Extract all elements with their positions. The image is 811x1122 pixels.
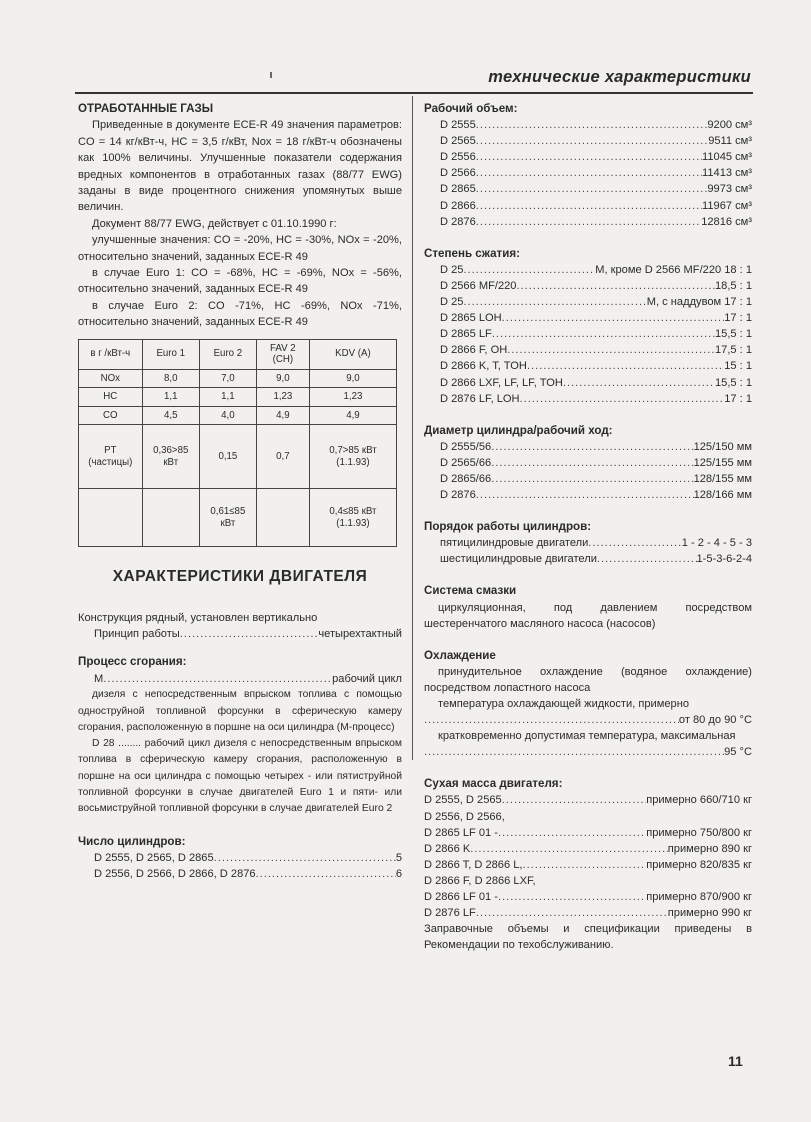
principle-value: четырехтактный <box>318 628 402 640</box>
spacer <box>424 567 752 583</box>
list-item-value: 11045 см³ <box>702 151 752 164</box>
dot-leader <box>476 181 708 197</box>
list-item <box>440 375 752 391</box>
dot-leader <box>103 671 332 687</box>
dot-leader <box>424 744 724 760</box>
list-item <box>440 310 752 326</box>
dot-leader <box>597 551 697 567</box>
exhaust-paragraph-2: Документ 88/77 EWG, действует с 01.10.1990 г: <box>92 217 337 230</box>
exhaust-paragraph-1: Приведенные в документе ECE-R 49 значения параметров: CO = 14 кг/кВт-ч, HC = 3,5 г/кВт, Nox = 18 г/кВт-ч обозначены как 100% величины. Улучшенные показатели содержания вредных компонентов в отработанных газах (88/77 EWG) заданы в виде процентного снижения упомянутых выше величин. <box>78 119 402 214</box>
list-item-value: 12816 см³ <box>701 215 752 228</box>
list-item-value: 125/150 мм <box>693 440 752 453</box>
table-cell: 8,0 <box>142 369 199 388</box>
m-process-row <box>78 671 402 687</box>
table-header-cell: KDV (A) <box>309 339 396 369</box>
list-item-label: D 2876 LF, LOH <box>440 392 520 405</box>
dot-leader <box>516 278 715 294</box>
list-item-value: М, кроме D 2566 MF/220 18 : 1 <box>595 263 752 276</box>
list-item-label: D 2876 <box>440 215 476 228</box>
bore-title: Диаметр цилиндра/рабочий ход: <box>424 423 613 437</box>
d28-process-description: D 28 ........ рабочий цикл дизеля с непосредственным впрыском топлива в сферическую камеру сгорания, расположенную в поршне на оси цилиндра с помощью четырех - или пятиструйной топливной форсунки в случае двигателей Euro 1 и пяти- или восьмиструйной топливной форсунки в случае двигателей Euro 2 <box>78 738 402 815</box>
exhaust-paragraph-5: в случае Euro 2: CO -71%, HC -69%, NOx -71%, относительно значений, заданных ECE-R 49 <box>78 299 402 329</box>
list-item-label: D 2555, D 2565 <box>424 794 502 807</box>
cooling-temp-label: температура охлаждающей жидкости, примерно <box>438 698 690 710</box>
list-item-value: примерно 750/800 кг <box>646 826 752 839</box>
dot-leader <box>563 375 715 391</box>
dot-leader <box>498 825 646 841</box>
list-item <box>440 358 752 374</box>
list-item <box>440 214 752 230</box>
list-item-label: D 2866 K, T, TOH <box>440 360 527 373</box>
cylinders-title: Число цилиндров: <box>78 834 186 848</box>
table-header-cell: Euro 1 <box>142 339 199 369</box>
list-item-value: 9511 см³ <box>708 135 752 148</box>
list-item-value: 18,5 : 1 <box>714 279 752 292</box>
list-item <box>424 841 752 857</box>
list-item-label: D 2865 LF 01 - <box>424 826 498 839</box>
list-item-value: примерно 870/900 кг <box>646 891 752 904</box>
list-item <box>424 792 752 808</box>
exhaust-paragraph-3: улучшенные значения: CO = -20%, HC = -30%, NOx = -20%, относительно значений, заданных ECE-R 49 <box>78 234 402 263</box>
table-cell: 9,0 <box>256 369 309 388</box>
dot-leader <box>527 358 724 374</box>
list-item <box>440 439 752 455</box>
list-item: D 2556, D 2566, <box>424 810 505 823</box>
table-cell: 9,0 <box>309 369 396 388</box>
table-cell: PT (частицы) <box>79 425 143 489</box>
table-cell: 4,9 <box>256 406 309 425</box>
list-item-value: 15 : 1 <box>724 360 752 373</box>
right-column <box>424 101 752 953</box>
m-process-label: М <box>94 672 104 685</box>
list-item <box>440 117 752 133</box>
list-item-value: 17 : 1 <box>724 312 752 325</box>
compression-list <box>424 262 752 407</box>
list-item-value: 11967 см³ <box>702 199 752 212</box>
list-item <box>440 455 752 471</box>
cooling-title: Охлаждение <box>424 648 496 662</box>
dot-leader <box>502 310 725 326</box>
cooling-temp-row <box>424 712 752 728</box>
list-item-value: 6 <box>395 868 402 881</box>
dot-leader <box>588 535 681 551</box>
list-item-label: шестицилиндровые двигатели <box>440 553 597 566</box>
dot-leader <box>491 471 693 487</box>
list-item <box>440 149 752 165</box>
table-cell: 0,36>85 кВт <box>142 425 199 489</box>
dot-leader <box>256 866 396 882</box>
list-item <box>440 181 752 197</box>
list-item-label: D 2555 <box>440 119 476 132</box>
list-item-label: D 2876 <box>440 489 476 502</box>
dot-leader <box>476 133 708 149</box>
spacer <box>424 632 752 648</box>
dot-leader <box>214 850 396 866</box>
list-item-label: D 2865 LOH <box>440 312 502 325</box>
dry-mass-title: Сухая масса двигателя: <box>424 777 563 791</box>
spacer <box>424 760 752 776</box>
list-item-label: D 2866 F, OH <box>440 344 508 357</box>
compression-title: Степень сжатия: <box>424 246 520 260</box>
table-header-cell: Euro 2 <box>199 339 256 369</box>
list-item-label: D 2566 MF/220 <box>440 279 517 292</box>
bore-list <box>424 439 752 503</box>
header-rule <box>75 92 753 94</box>
spacer <box>78 642 402 654</box>
list-item-value: 9200 см³ <box>707 119 752 132</box>
list-item-value: 5 <box>395 852 402 864</box>
table-header-cell: в г /кВт-ч <box>79 339 143 369</box>
cooling-max-value: 95 °С <box>724 746 752 759</box>
list-item-label: D 2866 K <box>424 842 471 855</box>
list-item: D 2866 F, D 2866 LXF, <box>424 874 536 887</box>
principle-label: Принцип работы <box>94 628 180 640</box>
lubrication-title: Система смазки <box>424 584 517 598</box>
list-item-value: примерно 660/710 кг <box>646 794 752 807</box>
firing-order-list <box>424 535 752 567</box>
cooling-max-row <box>424 744 752 760</box>
scan-mark <box>270 72 272 78</box>
list-item-label: D 2565/66 <box>440 456 492 469</box>
m-process-description: дизеля с непосредственным впрыском топлива с помощью одноструйной топливной форсунки в сферическую камеру сгорания, расположенную в поршне на оси цилиндра (М-процесс) <box>78 689 402 733</box>
running-title: технические характеристики <box>488 68 751 86</box>
table-cell <box>142 489 199 547</box>
m-process-value: рабочий цикл <box>332 672 402 685</box>
list-item-value: 17,5 : 1 <box>714 344 752 357</box>
list-item <box>440 471 752 487</box>
spacer <box>424 407 752 423</box>
dot-leader <box>476 214 701 230</box>
cooling-temp-value: от 80 до 90 °С <box>678 714 752 727</box>
table-cell <box>256 489 309 547</box>
list-item-value: 1-5-3-6-2-4 <box>696 553 752 566</box>
table-cell: 1,23 <box>309 388 396 407</box>
table-cell: 1,1 <box>199 388 256 407</box>
list-item <box>424 825 752 841</box>
engine-section-title: ХАРАКТЕРИСТИКИ ДВИГАТЕЛЯ <box>112 568 368 586</box>
combustion-title: Процесс сгорания: <box>78 655 187 669</box>
table-cell: NOx <box>79 369 143 388</box>
table-row <box>79 388 397 407</box>
list-item-label: D 25 <box>440 296 464 309</box>
list-item-label: D 2876 LF <box>424 907 476 920</box>
list-item <box>78 850 402 866</box>
dot-leader <box>476 198 702 214</box>
list-item <box>440 487 752 503</box>
list-item <box>440 326 752 342</box>
table-cell: 1,1 <box>142 388 199 407</box>
table-row <box>79 406 397 425</box>
list-item <box>440 262 752 278</box>
list-item <box>440 294 752 310</box>
engine-design: Конструкция рядный, установлен вертикально <box>78 611 318 624</box>
list-item-value: 15,5 : 1 <box>714 376 752 389</box>
list-item-value: 125/155 мм <box>693 456 752 469</box>
spacer <box>424 230 752 246</box>
list-item <box>78 866 402 882</box>
dot-leader <box>502 792 646 808</box>
list-item-label: D 2556, D 2566, D 2866, D 2876 <box>94 868 256 881</box>
list-item <box>440 342 752 358</box>
list-item-label: D 2866 T, D 2866 L, <box>424 858 523 871</box>
list-item <box>424 905 752 921</box>
dot-leader <box>470 841 668 857</box>
list-item-label: D 2866 <box>440 199 476 212</box>
list-item-value: 15,5 : 1 <box>714 328 752 341</box>
list-item-value: 128/166 мм <box>693 489 752 502</box>
list-item-label: D 2565 <box>440 135 476 148</box>
list-item-label: D 2556 <box>440 151 476 164</box>
lubrication-text: циркуляционная, под давлением посредством шестеренчатого масляного насоса (насосов) <box>424 601 752 630</box>
spacer <box>78 818 402 834</box>
table-cell: 4,5 <box>142 406 199 425</box>
dot-leader <box>522 857 646 873</box>
table-cell: 1,23 <box>256 388 309 407</box>
list-item-value: 11413 см³ <box>702 167 752 180</box>
left-column <box>78 101 402 883</box>
table-cell: 0,7>85 кВт (1.1.93) <box>309 425 396 489</box>
column-divider <box>412 96 413 760</box>
table-cell: 4,0 <box>199 406 256 425</box>
dot-leader <box>463 262 595 278</box>
dot-leader <box>520 391 725 407</box>
list-item <box>424 857 752 873</box>
dry-mass-list <box>424 792 752 921</box>
list-item-value: 9973 см³ <box>707 183 752 196</box>
displacement-title: Рабочий объем: <box>424 102 518 115</box>
cooling-max-label: кратковременно допустимая температура, максимальная <box>438 730 736 743</box>
table-cell: 0,15 <box>199 425 256 489</box>
list-item-value: 1 - 2 - 4 - 5 - 3 <box>681 537 752 550</box>
dot-leader <box>507 342 715 358</box>
table-cell: 7,0 <box>199 369 256 388</box>
list-item <box>424 889 752 905</box>
list-item <box>440 133 752 149</box>
dot-leader <box>476 117 708 133</box>
list-item <box>440 551 752 567</box>
dot-leader <box>491 439 693 455</box>
dot-leader <box>498 889 646 905</box>
dot-leader <box>492 326 715 342</box>
list-item <box>440 535 752 551</box>
list-item <box>440 391 752 407</box>
exhaust-paragraph-4: в случае Euro 1: CO = -68%, HC = -69%, NOx = -56%, относительно значений, заданных ECE-R 49 <box>78 267 402 296</box>
list-item-label: D 25 <box>440 263 464 276</box>
table-header-row <box>79 339 397 369</box>
emission-table <box>78 339 397 548</box>
list-item-value: 128/155 мм <box>693 472 752 485</box>
list-item-value: примерно 890 кг <box>667 842 752 855</box>
principle-row <box>78 626 402 642</box>
spacer <box>424 503 752 519</box>
list-item-label: D 2865 <box>440 183 476 196</box>
page-number: 11 <box>728 1053 743 1069</box>
table-cell: 0,61≤85 кВт <box>199 489 256 547</box>
table-cell: 0,7 <box>256 425 309 489</box>
table-header-cell: FAV 2 (CH) <box>256 339 309 369</box>
list-item-label: D 2866 LF 01 - <box>424 891 498 904</box>
list-item-label: D 2555, D 2565, D 2865 <box>94 852 214 864</box>
table-row <box>79 425 397 489</box>
dot-leader <box>491 455 693 471</box>
list-item-value: 17 : 1 <box>724 392 752 405</box>
list-item <box>440 278 752 294</box>
table-row <box>79 489 397 547</box>
table-cell: 0,4≤85 кВт (1.1.93) <box>309 489 396 547</box>
table-cell: 4,9 <box>309 406 396 425</box>
exhaust-title: ОТРАБОТАННЫЕ ГАЗЫ <box>78 102 214 115</box>
list-item-label: D 2566 <box>440 167 476 180</box>
displacement-list <box>424 117 752 230</box>
table-cell <box>79 489 143 547</box>
list-item <box>440 198 752 214</box>
table-row <box>79 369 397 388</box>
dot-leader <box>180 626 319 642</box>
list-item-value: М, с наддувом 17 : 1 <box>646 296 752 309</box>
dot-leader <box>463 294 646 310</box>
table-cell: CO <box>79 406 143 425</box>
table-cell: HC <box>79 388 143 407</box>
dot-leader <box>476 487 694 503</box>
list-item-label: D 2865 LF <box>440 328 492 341</box>
dot-leader <box>476 149 702 165</box>
list-item-label: D 2866 LXF, LF, LF, TOH <box>440 376 563 389</box>
list-item-label: D 2865/66 <box>440 472 492 485</box>
list-item-value: примерно 990 кг <box>667 907 752 920</box>
firing-order-title: Порядок работы цилиндров: <box>424 520 592 534</box>
dot-leader <box>476 165 702 181</box>
cooling-text: принудительное охлаждение (водяное охлаждение) посредством лопастного насоса <box>424 665 752 694</box>
dry-mass-note: Заправочные объемы и спецификации приведены в Рекомендации по техобслуживанию. <box>424 923 752 952</box>
dot-leader <box>424 712 679 728</box>
list-item-label: D 2555/56 <box>440 440 492 453</box>
dot-leader <box>476 905 668 921</box>
list-item-label: пятицилиндровые двигатели <box>440 537 589 550</box>
list-item-value: примерно 820/835 кг <box>646 858 752 871</box>
list-item <box>440 165 752 181</box>
